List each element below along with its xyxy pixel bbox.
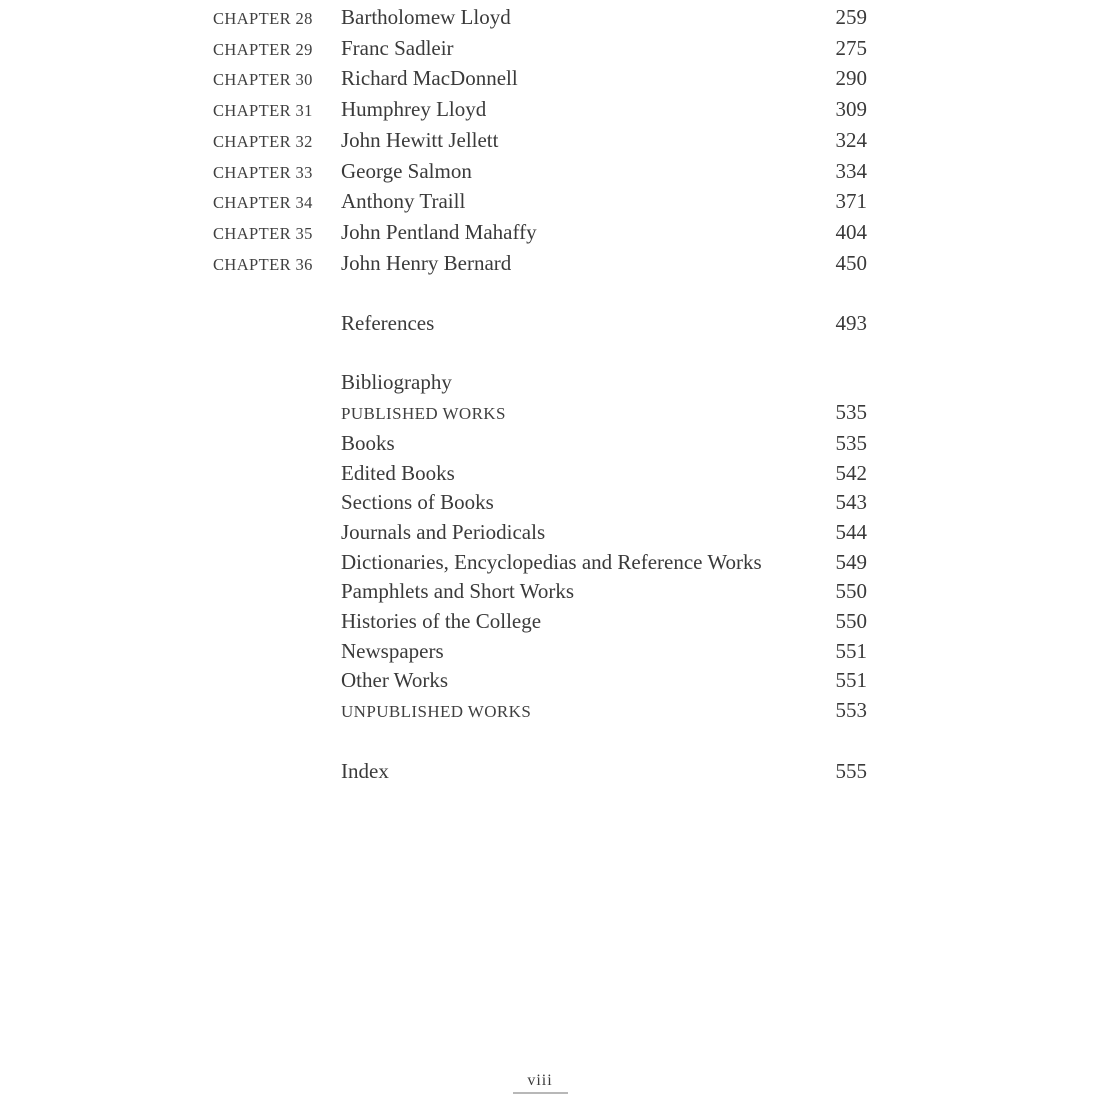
chapter-page-number: 371 [835, 189, 867, 214]
chapter-title: Franc Sadleir [341, 35, 454, 60]
bibliography-entry-title: Journals and Periodicals [341, 519, 546, 544]
toc-bibliography-row [213, 548, 867, 578]
chapter-page-number: 324 [835, 127, 867, 152]
chapter-title: John Pentland Mahaffy [341, 219, 537, 244]
toc-bibliography-row [213, 637, 867, 667]
chapter-title: Anthony Traill [341, 189, 466, 214]
folio-rule [513, 1092, 568, 1094]
toc-bibliography-row [213, 398, 867, 429]
bibliography-entry-title: Histories of the College [341, 609, 542, 634]
bibliography-entry-page: 549 [835, 549, 867, 574]
toc-chapter-row [213, 157, 867, 188]
toc-bibliography-row [213, 488, 867, 518]
toc-chapter-row [213, 218, 867, 249]
chapter-page-number: 404 [835, 219, 867, 244]
bibliography-entry-title: PUBLISHED WORKS [341, 404, 506, 424]
chapter-label: CHAPTER 35 [213, 223, 313, 243]
chapter-label: CHAPTER 32 [213, 131, 313, 151]
chapter-page-number: 450 [835, 250, 867, 275]
toc-bibliography-row [213, 607, 867, 637]
table-of-contents [213, 3, 867, 786]
chapter-label: CHAPTER 36 [213, 254, 313, 274]
chapter-label: CHAPTER 33 [213, 162, 313, 182]
chapter-title: George Salmon [341, 158, 472, 183]
toc-index-row [213, 757, 867, 787]
references-page-number: 493 [835, 311, 867, 336]
chapter-title: Bartholomew Lloyd [341, 5, 511, 29]
chapter-page-number: 275 [835, 35, 867, 60]
page-footer [213, 1071, 867, 1094]
bibliography-entry-page: 553 [835, 698, 867, 723]
chapter-title: Humphrey Lloyd [341, 97, 487, 122]
bibliography-heading: Bibliography [341, 370, 452, 395]
chapter-page-number: 334 [835, 158, 867, 183]
chapter-title: Richard MacDonnell [341, 66, 518, 91]
bibliography-entry-page: 550 [835, 609, 867, 634]
toc-chapter-row [213, 64, 867, 95]
toc-chapter-row [213, 34, 867, 65]
bibliography-entry-title: Books [341, 430, 395, 455]
bibliography-entry-page: 542 [835, 460, 867, 485]
references-title: References [341, 311, 435, 336]
toc-chapter-row [213, 95, 867, 126]
bibliography-entry-page: 544 [835, 519, 867, 544]
toc-bibliography-row [213, 666, 867, 696]
chapter-label: CHAPTER 31 [213, 101, 313, 121]
toc-chapter-row [213, 3, 867, 34]
chapter-page-number: 309 [835, 97, 867, 122]
index-page-number: 555 [835, 758, 867, 783]
bibliography-entry-title: Pamphlets and Short Works [341, 579, 574, 604]
toc-references-row [213, 309, 867, 339]
toc-bibliography-row [213, 429, 867, 459]
chapter-label: CHAPTER 30 [213, 70, 313, 90]
toc-bibliography-row [213, 577, 867, 607]
toc-bibliography-row [213, 459, 867, 489]
index-title: Index [341, 758, 389, 783]
chapter-page-number: 259 [835, 5, 867, 29]
bibliography-entry-title: Sections of Books [341, 490, 494, 515]
bibliography-entry-page: 551 [835, 668, 867, 693]
toc-bibliography-row [213, 696, 867, 727]
toc-chapter-row [213, 187, 867, 218]
bibliography-entry-page: 551 [835, 638, 867, 663]
bibliography-entry-page: 543 [835, 490, 867, 515]
toc-chapter-row [213, 249, 867, 280]
chapter-title: John Hewitt Jellett [341, 127, 499, 152]
bibliography-entry-title: UNPUBLISHED WORKS [341, 702, 532, 722]
chapter-label: CHAPTER 34 [213, 193, 313, 213]
chapter-page-number: 290 [835, 66, 867, 91]
bibliography-entry-title: Newspapers [341, 638, 444, 663]
toc-chapter-row [213, 126, 867, 157]
chapter-label: CHAPTER 28 [213, 9, 313, 28]
bibliography-entry-title: Dictionaries, Encyclopedias and Reference Works [341, 549, 762, 574]
bibliography-entry-title: Edited Books [341, 460, 455, 485]
folio-number: viii [527, 1072, 553, 1089]
toc-bibliography-row [213, 518, 867, 548]
bibliography-entry-page: 535 [835, 430, 867, 455]
toc-bibliography-heading-row [213, 368, 867, 398]
chapter-title: John Henry Bernard [341, 250, 512, 275]
bibliography-entry-page: 550 [835, 579, 867, 604]
chapter-label: CHAPTER 29 [213, 39, 313, 59]
bibliography-entry-page: 535 [835, 400, 867, 425]
bibliography-entry-title: Other Works [341, 668, 448, 693]
